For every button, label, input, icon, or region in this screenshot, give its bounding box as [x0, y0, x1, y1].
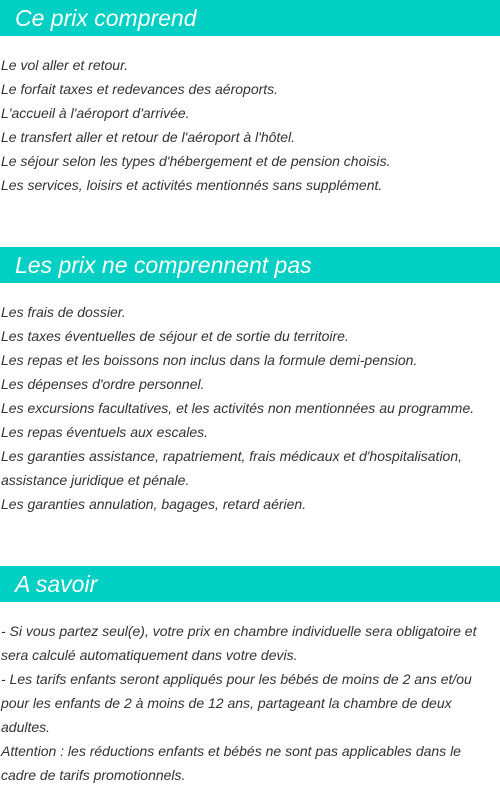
list-item: Le vol aller et retour. [1, 57, 129, 73]
list-item: Les repas et les boissons non inclus dans la formule demi-pension. [1, 352, 418, 368]
section-title: A savoir [0, 566, 500, 602]
list-item: Les garanties assistance, rapatriement, frais médicaux et d'hospitalisation, assistance juridique et pénale. [1, 448, 463, 488]
section-good-to-know [0, 566, 500, 787]
list-item: L'accueil à l'aéroport d'arrivée. [1, 105, 190, 121]
section-body [0, 53, 500, 197]
list-item: Le séjour selon les types d'hébergement et de pension choisis. [1, 153, 391, 169]
section-body [0, 619, 500, 787]
list-item: - Les tarifs enfants seront appliqués pour les bébés de moins de 2 ans et/ou pour les enfants de 2 à moins de 12 ans, partageant la chambre de deux adultes. [1, 671, 472, 735]
list-item: Le forfait taxes et redevances des aéroports. [1, 81, 279, 97]
list-item: Les excursions facultatives, et les activités non mentionnées au programme. [1, 400, 475, 416]
section-price-excludes [0, 247, 500, 516]
list-item: Les dépenses d'ordre personnel. [1, 376, 205, 392]
section-body [0, 300, 500, 516]
list-item: - Si vous partez seul(e), votre prix en chambre individuelle sera obligatoire et sera calculé automatiquement dans votre devis. [1, 623, 477, 663]
list-item: Les repas éventuels aux escales. [1, 424, 209, 440]
section-title: Les prix ne comprennent pas [0, 247, 500, 283]
section-title: Ce prix comprend [0, 0, 500, 36]
section-price-includes [0, 0, 500, 197]
list-item: Les services, loisirs et activités mentionnés sans supplément. [1, 177, 383, 193]
list-item: Les taxes éventuelles de séjour et de sortie du territoire. [1, 328, 349, 344]
list-item: Les frais de dossier. [1, 304, 126, 320]
list-item: Les garanties annulation, bagages, retard aérien. [1, 496, 307, 512]
list-item: Attention : les réductions enfants et bébés ne sont pas applicables dans le cadre de tarifs promotionnels. [1, 743, 461, 783]
list-item: Le transfert aller et retour de l'aéroport à l'hôtel. [1, 129, 296, 145]
